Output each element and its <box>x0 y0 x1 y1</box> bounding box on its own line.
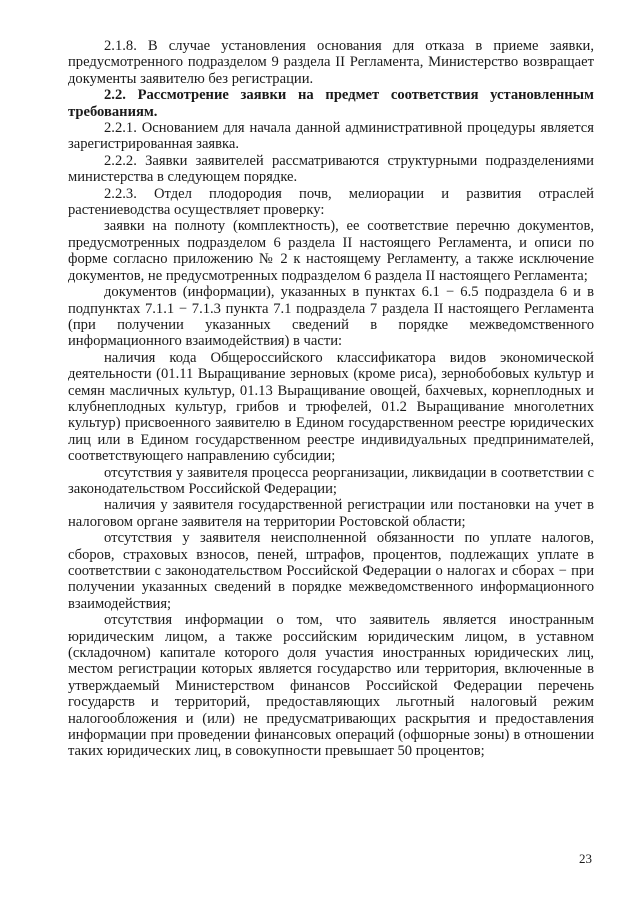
paragraph-completeness-check: заявки на полноту (комплектность), ее соответствие перечню документов, предусмотренных подразделом 6 раздела II настоящего Регламента, и описи по форме согласно приложению № 2 к настоящему Регламенту, а также исключение документов, не предусмотренных подразделом 6 раздела II настоящего Регламента; <box>68 218 594 284</box>
paragraph-no-foreign-entity: отсутствия информации о том, что заявитель является иностранным юридическим лицом, а также российским юридическим лицом, в уставном (складочном) капитале которого доля участия иностранных юридических лиц, местом регистрации которых является государство или территория, включенные в утверждаемый Министерством финансов Российской Федерации перечень государств и территорий, предоставляющих льготный налоговый режим налогообложения и (или) не предусматривающих раскрытия и предоставления информации при проведении финансовых операций (офшорные зоны) в отношении таких юридических лиц, в совокупности превышает 50 процентов; <box>68 612 594 760</box>
paragraph-documents-check: документов (информации), указанных в пунктах 6.1 − 6.5 подраздела 6 и в подпунктах 7.1.1 − 7.1.3 пункта 7.1 подраздела 7 раздела II настоящего Регламента (при получении указанных сведений в порядке межведомственного информационного взаимодействия) в части: <box>68 284 594 350</box>
paragraph-state-registration: наличия у заявителя государственной регистрации или постановки на учет в налоговом органе заявителя на территории Ростовской области; <box>68 497 594 530</box>
paragraph-okved-code: наличия кода Общероссийского классификатора видов экономической деятельности (01.11 Выращивание зерновых (кроме риса), зернобобовых культур и семян масличных культур, 01.13 Выращивание овощей, бахчевых, корнеплодных и клубнеплодных культур, грибов и трюфелей, 01.2 Выращивание многолетних культур) присвоенного заявителю в Едином государственном реестре юридических лиц или в Едином государственном реестре индивидуальных предпринимателей, соответствующего направлению субсидии; <box>68 349 594 465</box>
paragraph-2-2-1: 2.2.1. Основанием для начала данной административной процедуры является зарегистрированная заявка. <box>68 120 594 153</box>
page-number: 23 <box>579 851 592 866</box>
paragraph-2-2-3: 2.2.3. Отдел плодородия почв, мелиорации и развития отраслей растениеводства осуществляет проверку: <box>68 185 594 219</box>
document-page <box>68 38 594 760</box>
paragraph-2-1-8: 2.1.8. В случае установления основания для отказа в приеме заявки, предусмотренного подразделом 9 раздела II Регламента, Министерство возвращает документы заявителю без регистрации. <box>68 38 594 87</box>
section-heading-2-2: 2.2. Рассмотрение заявки на предмет соответствия установленным требованиям. <box>68 87 594 120</box>
paragraph-2-2-2: 2.2.2. Заявки заявителей рассматриваются структурными подразделениями министерства в следующем порядке. <box>68 152 594 186</box>
paragraph-no-tax-debt: отсутствия у заявителя неисполненной обязанности по уплате налогов, сборов, страховых взносов, пеней, штрафов, процентов, подлежащих уплате в соответствии с законодательством Российской Федерации о налогах и сборах − при получении указанных сведений в порядке межведомственного информационного взаимодействия; <box>68 530 594 612</box>
paragraph-no-reorganization: отсутствия у заявителя процесса реорганизации, ликвидации в соответствии с законодательством Российской Федерации; <box>68 464 594 497</box>
